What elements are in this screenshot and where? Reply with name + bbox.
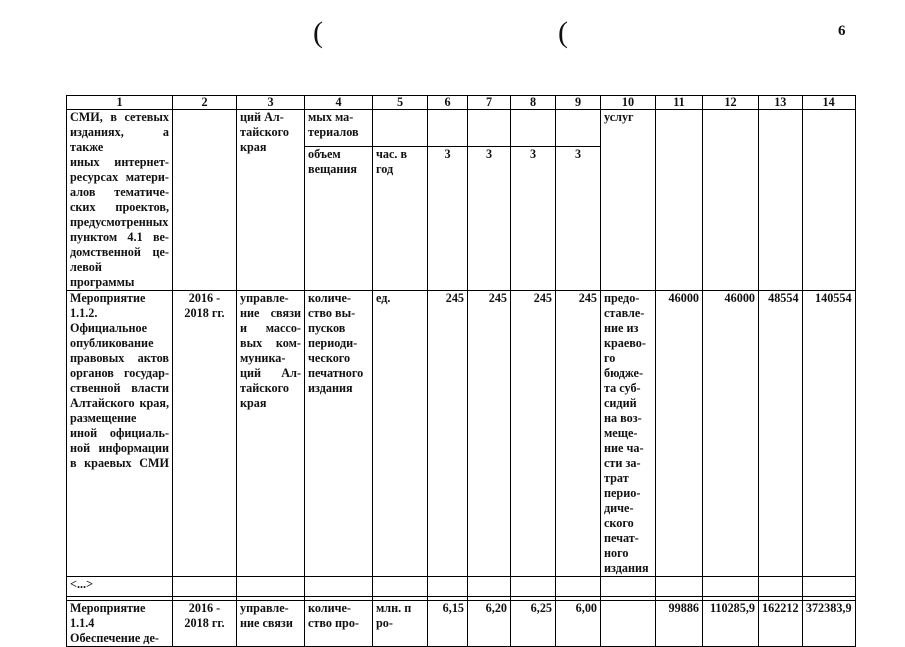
col-num: 13 <box>759 96 803 110</box>
cell-empty <box>656 577 703 597</box>
cell-unit <box>373 110 428 147</box>
cell-unit: млн. п ро- <box>373 601 428 647</box>
cell-value: 3 <box>511 147 556 291</box>
scan-mark-left: ( <box>313 16 323 49</box>
program-table <box>66 95 856 647</box>
cell-description: Мероприятие 1.1.2. Официальное опубликование правовых актов органов государ- ственной власти Алтайского края, размещение иной официаль- ной информации в краевых СМИ <box>67 291 173 577</box>
cell-period <box>173 110 237 291</box>
cell-indicator: количе- ство про- <box>305 601 373 647</box>
cell-amount <box>802 110 855 291</box>
col-num: 7 <box>468 96 511 110</box>
cell-indicator: объем вещания <box>305 147 373 291</box>
col-num: 12 <box>703 96 759 110</box>
cell-amount <box>703 110 759 291</box>
col-num: 11 <box>656 96 703 110</box>
col-num: 10 <box>601 96 656 110</box>
cell-value: 245 <box>468 291 511 577</box>
cell-empty <box>468 577 511 597</box>
col-num: 5 <box>373 96 428 110</box>
cell-empty <box>237 577 305 597</box>
cell-amount: 46000 <box>656 291 703 577</box>
col-num: 4 <box>305 96 373 110</box>
cell-omission: <...> <box>67 577 173 597</box>
cell-description: СМИ, в сетевых изданиях, а также иных интернет- ресурсах матери- алов тематиче- ских проектов, предусмотренных пунктом 4.1 ве- домственной це- левой программы <box>67 110 173 291</box>
cell-empty <box>802 577 855 597</box>
cell-executor: управле- ние связи и массо- вых ком- муника- ций Ал- тайского края <box>237 291 305 577</box>
cell-value: 6,00 <box>556 601 601 647</box>
cell-value: 6,25 <box>511 601 556 647</box>
cell-value: 3 <box>556 147 601 291</box>
cell-indicator: мых ма- териалов <box>305 110 373 147</box>
cell-amount <box>656 110 703 291</box>
table-row <box>67 291 856 577</box>
cell-value: 245 <box>428 291 468 577</box>
col-num: 14 <box>802 96 855 110</box>
cell-amount: 99886 <box>656 601 703 647</box>
cell-amount: 46000 <box>703 291 759 577</box>
cell-amount <box>759 110 803 291</box>
col-num: 6 <box>428 96 468 110</box>
cell-empty <box>703 577 759 597</box>
cell-amount: 372383,9 <box>802 601 855 647</box>
cell-empty <box>556 577 601 597</box>
cell-empty <box>173 577 237 597</box>
col-num: 8 <box>511 96 556 110</box>
cell-period: 2016 - 2018 гг. <box>173 291 237 577</box>
column-number-row <box>67 96 856 110</box>
cell-empty <box>373 577 428 597</box>
cell-expense-type: услуг <box>601 110 656 291</box>
cell-value: 3 <box>468 147 511 291</box>
cell-executor: ций Ал- тайского края <box>237 110 305 291</box>
cell-value <box>468 110 511 147</box>
cell-amount: 48554 <box>759 291 803 577</box>
cell-empty <box>759 577 803 597</box>
cell-empty <box>428 577 468 597</box>
page-number: 6 <box>838 23 846 39</box>
cell-value <box>556 110 601 147</box>
cell-unit: час. в год <box>373 147 428 291</box>
scan-mark-right: ( <box>558 16 568 49</box>
cell-amount: 162212 <box>759 601 803 647</box>
table-row <box>67 577 856 597</box>
cell-amount: 140554 <box>802 291 855 577</box>
cell-value: 6,15 <box>428 601 468 647</box>
col-num: 3 <box>237 96 305 110</box>
cell-unit: ед. <box>373 291 428 577</box>
cell-description: Мероприятие 1.1.4 Обеспечение де- <box>67 601 173 647</box>
cell-executor: управле- ние связи <box>237 601 305 647</box>
cell-value: 3 <box>428 147 468 291</box>
table-row <box>67 110 856 147</box>
cell-value: 6,20 <box>468 601 511 647</box>
cell-value <box>428 110 468 147</box>
cell-empty <box>601 577 656 597</box>
cell-indicator: количе- ство вы- пусков периоди- ческого печатного издания <box>305 291 373 577</box>
cell-value: 245 <box>511 291 556 577</box>
col-num: 2 <box>173 96 237 110</box>
cell-value <box>511 110 556 147</box>
col-num: 1 <box>67 96 173 110</box>
cell-amount: 110285,9 <box>703 601 759 647</box>
cell-expense-type: предо- ставле- ние из краево- го бюдже- та суб- сидий на воз- меще- ние ча- сти за- трат перио- диче- ского печат- ного издания <box>601 291 656 577</box>
col-num: 9 <box>556 96 601 110</box>
cell-empty <box>511 577 556 597</box>
cell-value: 245 <box>556 291 601 577</box>
cell-period: 2016 - 2018 гг. <box>173 601 237 647</box>
cell-empty <box>305 577 373 597</box>
